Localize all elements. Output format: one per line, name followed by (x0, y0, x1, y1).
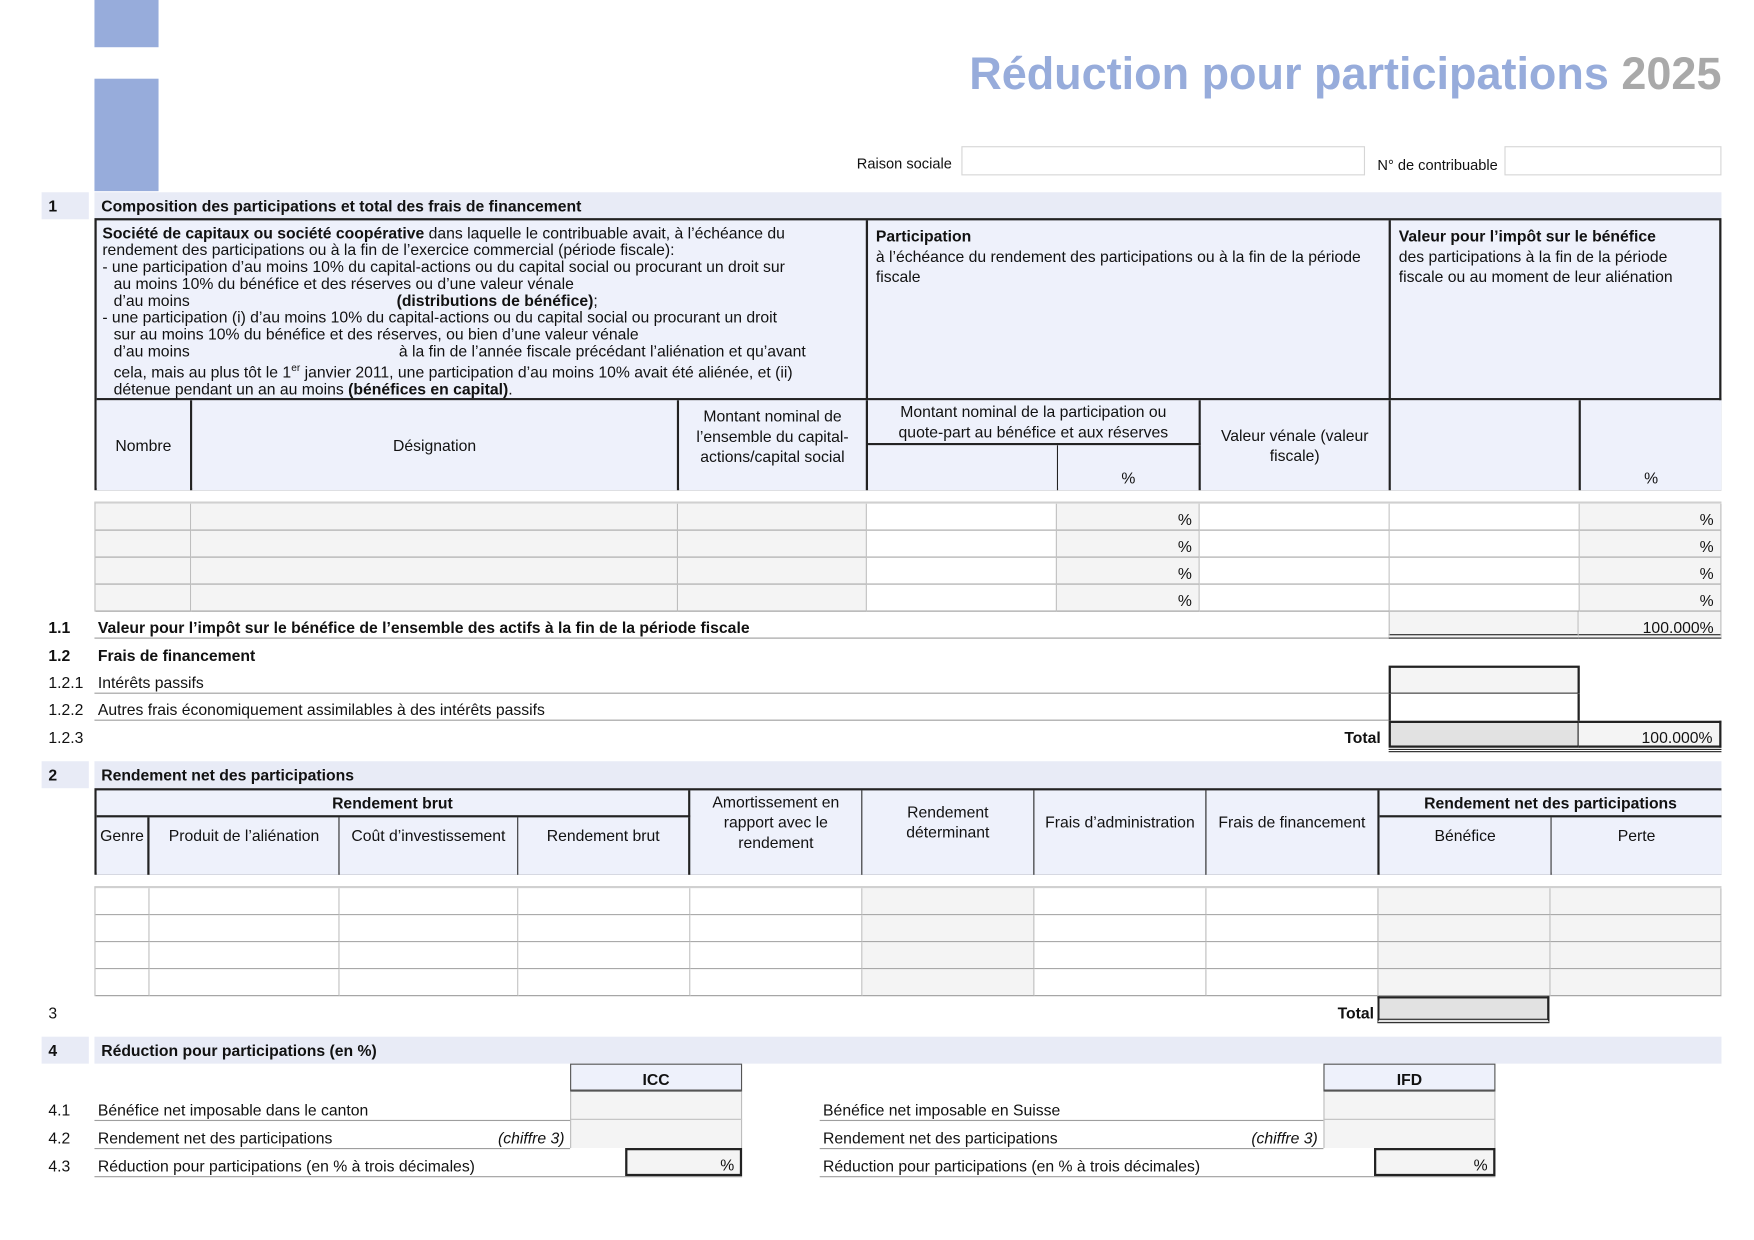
col-rendement-determinant: Rendement déterminant (862, 790, 1034, 874)
line-1-2-label: Frais de financement (97, 646, 256, 665)
line-3-total-label: Total (1337, 1004, 1375, 1023)
brut-cell[interactable] (518, 969, 690, 996)
col-montant-capital: Montant nominal de l’ensemble du capital-actions/capital social (679, 400, 868, 490)
col-montant-participation-value (868, 445, 1058, 490)
capital-cell[interactable] (678, 585, 867, 612)
amort-cell[interactable] (690, 888, 862, 915)
benefice-cell (1379, 888, 1551, 915)
line-3-number: 3 (48, 1004, 58, 1023)
raison-sociale-label: Raison sociale (856, 155, 952, 173)
group-rendement-brut: Rendement brut (97, 790, 691, 817)
venale-cell[interactable] (1200, 558, 1390, 585)
valeur-cell[interactable] (1390, 585, 1580, 612)
col-amortissement: Amortissement en rapport avec le rendement (690, 790, 862, 874)
line-1-2-number: 1.2 (48, 646, 71, 665)
nominal-cell[interactable] (867, 585, 1057, 612)
line-1-2-2-number: 1.2.2 (48, 700, 84, 719)
page-title (969, 49, 1721, 100)
ifd-rendement-net-value (1323, 1120, 1495, 1148)
line-1-2-3-number: 1.2.3 (48, 728, 84, 747)
ifd-header: IFD (1323, 1064, 1495, 1092)
table-row (96, 942, 1722, 969)
cout-cell[interactable] (340, 888, 519, 915)
ifd-4-2-ref: (chiffre 3) (1251, 1128, 1318, 1147)
section-2-rows (94, 886, 1721, 996)
section-2-title: Rendement net des participations (94, 761, 1721, 788)
valeur-cell[interactable] (1390, 531, 1580, 558)
icc-benefice-imposable-input[interactable] (570, 1092, 742, 1120)
genre-cell[interactable] (96, 969, 150, 996)
intro-text: Société de capitaux ou société coopérative dans laquelle le contribuable avait, à l’échéance du rendement des participations ou à la fin de l’exercice commercial (période fiscale): - une participation d’au moins 10% du capital-actions ou du capital social ou procurant un droit sur au moins 10% du bénéfice et des réserves ou d’une valeur vénale d’au moins (distributions de bénéfice); - une participation (i) d’au moins 10% du capital-actions ou du capital social ou procurant un droit sur au moins 10% du bénéfice et des réserves, ou bien d’une valeur vénale d’au moins à la fin de l’année fiscale précédant l’aliénation et qu’avant cela, mais au plus tôt le 1er janvier 2011, une participation d’au moins 10% avait été aliénée, et (ii) détenue pendant un an au moins (bénéfices en capital). (97, 220, 868, 400)
col-benefice: Bénéfice (1380, 817, 1552, 874)
line-1-2-2-label: Autres frais économiquement assimilables à des intérêts passifs (94, 701, 1388, 721)
determinant-cell (862, 888, 1034, 915)
capital-cell[interactable] (678, 558, 867, 585)
cout-cell[interactable] (340, 915, 519, 942)
valeur-pct-cell: % (1580, 558, 1722, 585)
valeur-cell[interactable] (1390, 558, 1580, 585)
brand-block-bottom (94, 79, 158, 191)
col-valeur-venale: Valeur vénale (valeur fiscale) (1201, 400, 1391, 490)
icc-4-2-text: Rendement net des participations (97, 1128, 333, 1147)
brut-cell[interactable] (518, 888, 690, 915)
determinant-cell (862, 969, 1034, 996)
col-genre: Genre (97, 817, 150, 874)
line-1-1-number: 1.1 (48, 618, 71, 637)
nombre-cell[interactable] (96, 504, 192, 531)
valeur-impot-header: Valeur pour l’impôt sur le bénéfice des participations à la fin de la période fiscale ou au moment de leur aliénation (1391, 220, 1722, 400)
nombre-cell[interactable] (96, 558, 192, 585)
genre-cell[interactable] (96, 888, 150, 915)
cout-cell[interactable] (340, 969, 519, 996)
valeur-pct-cell: % (1580, 585, 1722, 612)
pct-cell: % (1057, 558, 1200, 585)
line-1-1-pct: 100.000% (1579, 612, 1722, 639)
icc-rendement-net-value (570, 1120, 742, 1148)
total-double-underline (1389, 748, 1722, 752)
section-2-number: 2 (42, 761, 89, 788)
line-1-2-3-total-label: Total (1344, 728, 1381, 747)
amort-cell[interactable] (690, 969, 862, 996)
section-4-number: 4 (42, 1037, 89, 1064)
admin-cell[interactable] (1034, 915, 1206, 942)
title-text: Réduction pour participations (969, 49, 1609, 99)
designation-cell[interactable] (191, 531, 678, 558)
produit-cell[interactable] (150, 888, 340, 915)
brand-block-top (94, 0, 158, 47)
table-row (96, 915, 1722, 942)
table-row (96, 531, 1722, 558)
venale-cell[interactable] (1200, 504, 1390, 531)
valeur-pct-cell: % (1580, 504, 1722, 531)
icc-header: ICC (570, 1064, 742, 1092)
col-montant-participation: Montant nominal de la participation ou quote-part au bénéfice et aux réserves (868, 400, 1201, 445)
nombre-cell[interactable] (96, 585, 192, 612)
line-1-1-value (1389, 612, 1579, 639)
determinant-cell (862, 942, 1034, 969)
col-frais-admin: Frais d’administration (1034, 790, 1206, 874)
ifd-benefice-imposable-input[interactable] (1323, 1092, 1495, 1120)
designation-cell[interactable] (191, 504, 678, 531)
icc-reduction-pct: % (625, 1148, 742, 1176)
ifd-4-2-text: Rendement net des participations (823, 1128, 1058, 1147)
col-nombre: Nombre (97, 400, 193, 490)
produit-cell[interactable] (150, 942, 340, 969)
produit-cell[interactable] (150, 915, 340, 942)
table-row (96, 585, 1722, 612)
brut-cell[interactable] (518, 915, 690, 942)
section-4-title: Réduction pour participations (en %) (94, 1037, 1721, 1064)
col-perte: Perte (1552, 817, 1722, 874)
group-rendement-net: Rendement net des participations (1380, 790, 1722, 817)
title-year: 2025 (1621, 49, 1722, 99)
autres-frais-input[interactable] (1389, 694, 1580, 721)
icc-4-2-label (94, 1129, 570, 1149)
icc-4-2-ref: (chiffre 3) (497, 1128, 565, 1147)
contribuable-label: N° de contribuable (1377, 156, 1498, 174)
benefice-cell (1379, 915, 1551, 942)
amort-cell[interactable] (690, 915, 862, 942)
line-3-total-value (1377, 996, 1549, 1023)
section-1-header-table (94, 218, 1721, 490)
capital-cell[interactable] (678, 504, 867, 531)
ifd-4-2-label (820, 1129, 1324, 1149)
col-valeur-pct: % (1581, 400, 1722, 490)
valeur-cell[interactable] (1390, 504, 1580, 531)
venale-cell[interactable] (1200, 531, 1390, 558)
nominal-cell[interactable] (867, 531, 1057, 558)
col-valeur-impot (1391, 400, 1581, 490)
perte-cell (1551, 942, 1722, 969)
frais-total-value (1389, 721, 1580, 748)
frais-total-pct: 100.000% (1579, 721, 1722, 748)
fin-cell[interactable] (1206, 969, 1378, 996)
cout-cell[interactable] (340, 942, 519, 969)
capital-cell[interactable] (678, 531, 867, 558)
designation-cell[interactable] (191, 558, 678, 585)
interets-passifs-input[interactable] (1389, 666, 1580, 694)
ifd-reduction-pct: % (1374, 1148, 1495, 1176)
fin-cell[interactable] (1206, 915, 1378, 942)
fin-cell[interactable] (1206, 888, 1378, 915)
contribuable-input[interactable] (1504, 146, 1721, 175)
section-1-number: 1 (42, 192, 89, 219)
nombre-cell[interactable] (96, 531, 192, 558)
venale-cell[interactable] (1200, 585, 1390, 612)
nominal-cell[interactable] (867, 558, 1057, 585)
benefice-cell (1379, 969, 1551, 996)
table-row (96, 558, 1722, 585)
col-participation-pct: % (1058, 445, 1201, 490)
col-frais-financement: Frais de financement (1206, 790, 1379, 874)
participation-header: Participation à l’échéance du rendement des participations ou à la fin de la période fiscale (868, 220, 1391, 400)
benefice-cell (1379, 942, 1551, 969)
perte-cell (1551, 888, 1722, 915)
section-2-header-table (94, 788, 1721, 875)
genre-cell[interactable] (96, 942, 150, 969)
line-4-3-number: 4.3 (48, 1157, 71, 1175)
designation-cell[interactable] (191, 585, 678, 612)
pct-cell: % (1057, 531, 1200, 558)
amort-cell[interactable] (690, 942, 862, 969)
line-4-2-number: 4.2 (48, 1128, 71, 1147)
ifd-4-1-label: Bénéfice net imposable en Suisse (820, 1101, 1324, 1121)
genre-cell[interactable] (96, 915, 150, 942)
fin-cell[interactable] (1206, 942, 1378, 969)
pct-cell: % (1057, 504, 1200, 531)
table-row (96, 888, 1722, 915)
raison-sociale-input[interactable] (961, 146, 1365, 175)
line-1-2-1-label: Intérêts passifs (94, 674, 1388, 694)
col-rendement-brut: Rendement brut (518, 817, 690, 874)
produit-cell[interactable] (150, 969, 340, 996)
line-1-1-label: Valeur pour l’impôt sur le bénéfice de l’ensemble des actifs à la fin de la période fiscale (94, 618, 1388, 638)
nominal-cell[interactable] (867, 504, 1057, 531)
admin-cell[interactable] (1034, 942, 1206, 969)
perte-cell (1551, 969, 1722, 996)
section-1-title: Composition des participations et total des frais de financement (94, 192, 1721, 219)
section-1-rows (94, 501, 1721, 611)
brut-cell[interactable] (518, 942, 690, 969)
col-cout: Coût d’investissement (340, 817, 519, 874)
table-row (96, 504, 1722, 531)
icc-4-1-label: Bénéfice net imposable dans le canton (94, 1101, 570, 1121)
line-1-2-1-number: 1.2.1 (48, 673, 84, 692)
ifd-4-3-label: Réduction pour participations (en % à trois décimales) (820, 1157, 1496, 1177)
col-produit: Produit de l’aliénation (150, 817, 340, 874)
perte-cell (1551, 915, 1722, 942)
pct-cell: % (1057, 585, 1200, 612)
icc-4-3-label: Réduction pour participations (en % à trois décimales) (94, 1157, 742, 1177)
determinant-cell (862, 915, 1034, 942)
valeur-pct-cell: % (1580, 531, 1722, 558)
table-row (96, 969, 1722, 996)
line-4-1-number: 4.1 (48, 1100, 71, 1119)
admin-cell[interactable] (1034, 888, 1206, 915)
admin-cell[interactable] (1034, 969, 1206, 996)
col-designation: Désignation (192, 400, 679, 490)
